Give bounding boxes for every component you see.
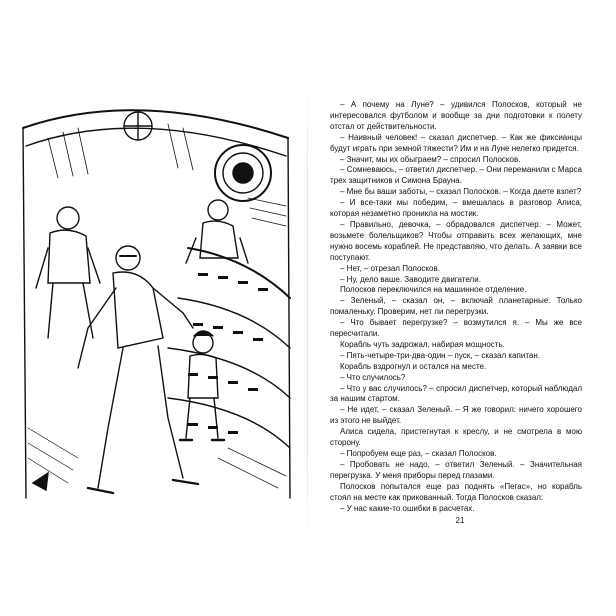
paragraph: – Что бывает перегрузке? – возмутился я. – Мы же все пересчитали.: [330, 318, 582, 339]
spaceship-scene-drawing: [18, 98, 293, 503]
paragraph: – Пробовать не надо, – ответил Зеленый. – Значительная перегрузка. У меня приборы перед глазами.: [330, 459, 582, 480]
paragraph: – У нас какие-то ошибки в расчетах.: [340, 503, 475, 513]
paragraph: Полосков попытался еще раз поднять «Пегас», но корабль стоял на месте как прикованный. Тогда Полосков сказал:: [330, 481, 582, 502]
page-number: 21: [455, 516, 465, 525]
paragraph: – Мне бы ваши заботы, – сказал Полосков. – Когда даете взлет?: [340, 187, 582, 197]
page-text: [330, 100, 582, 514]
paragraph: Корабль вздрогнул и остался на месте.: [340, 361, 487, 371]
paragraph: – Пять-четыре-три-два-один – пуск, – сказал капитан.: [340, 350, 540, 360]
paragraph: Полосков переключился на машинное отделение.: [340, 285, 527, 295]
paragraph: – Зеленый, – сказал он, – включай планетарные. Только помаленьку. Проверим, нет ли перегрузки.: [330, 296, 582, 317]
illustration: [18, 98, 293, 503]
paragraph: – Ну, дело ваше. Заводите двигатели.: [340, 274, 481, 284]
paragraph: – Не идет, – сказал Зеленый. – Я же говорил: ничего хорошего из этого не выйдет.: [330, 405, 582, 426]
paragraph: – Правильно, девочка, – обрадовался диспетчер. – Может, возьмете болельщиков? Чтобы отправить всех желающих, мне нужно восемь кораблей. Не представляю, что делать. А заявки все поступают.: [330, 219, 582, 262]
paragraph: – Наивный человек! – сказал диспетчер. – Как же фиксианцы будут играть при земной тяжести? Им и на Луне нелегко придется.: [330, 132, 582, 153]
paragraph: – И все-таки мы победим, – вмешалась в разговор Алиса, которая незаметно проникла на мостик.: [330, 198, 582, 219]
paragraph: – А почему на Луне? – удивился Полосков, который не интересовался футболом и вообще за дни подготовки к полету отстал от действительности.: [330, 100, 582, 131]
paragraph: – Попробуем еще раз, – сказал Полосков.: [340, 449, 497, 458]
paragraph: – Что у вас случилось? – спросил диспетчер, который наблюдал за нашим стартом.: [330, 383, 582, 404]
paragraph: Алиса сидела, пристегнутая к креслу, и не смотрела в мою сторону.: [330, 427, 582, 448]
paragraph: Корабль чуть задрожал, набирая мощность.: [340, 339, 505, 349]
page-gutter: [307, 78, 308, 548]
paragraph: – Что случилось?: [340, 372, 406, 382]
paragraph: – Сомневаюсь, – ответил диспетчер. – Они переманили с Марса трех защитников и Симона Брауна.: [330, 165, 582, 186]
paragraph: – Нет, – отрезал Полосков.: [340, 263, 440, 273]
paragraph: – Значит, мы их обыграем? – спросил Полосков.: [340, 154, 521, 164]
